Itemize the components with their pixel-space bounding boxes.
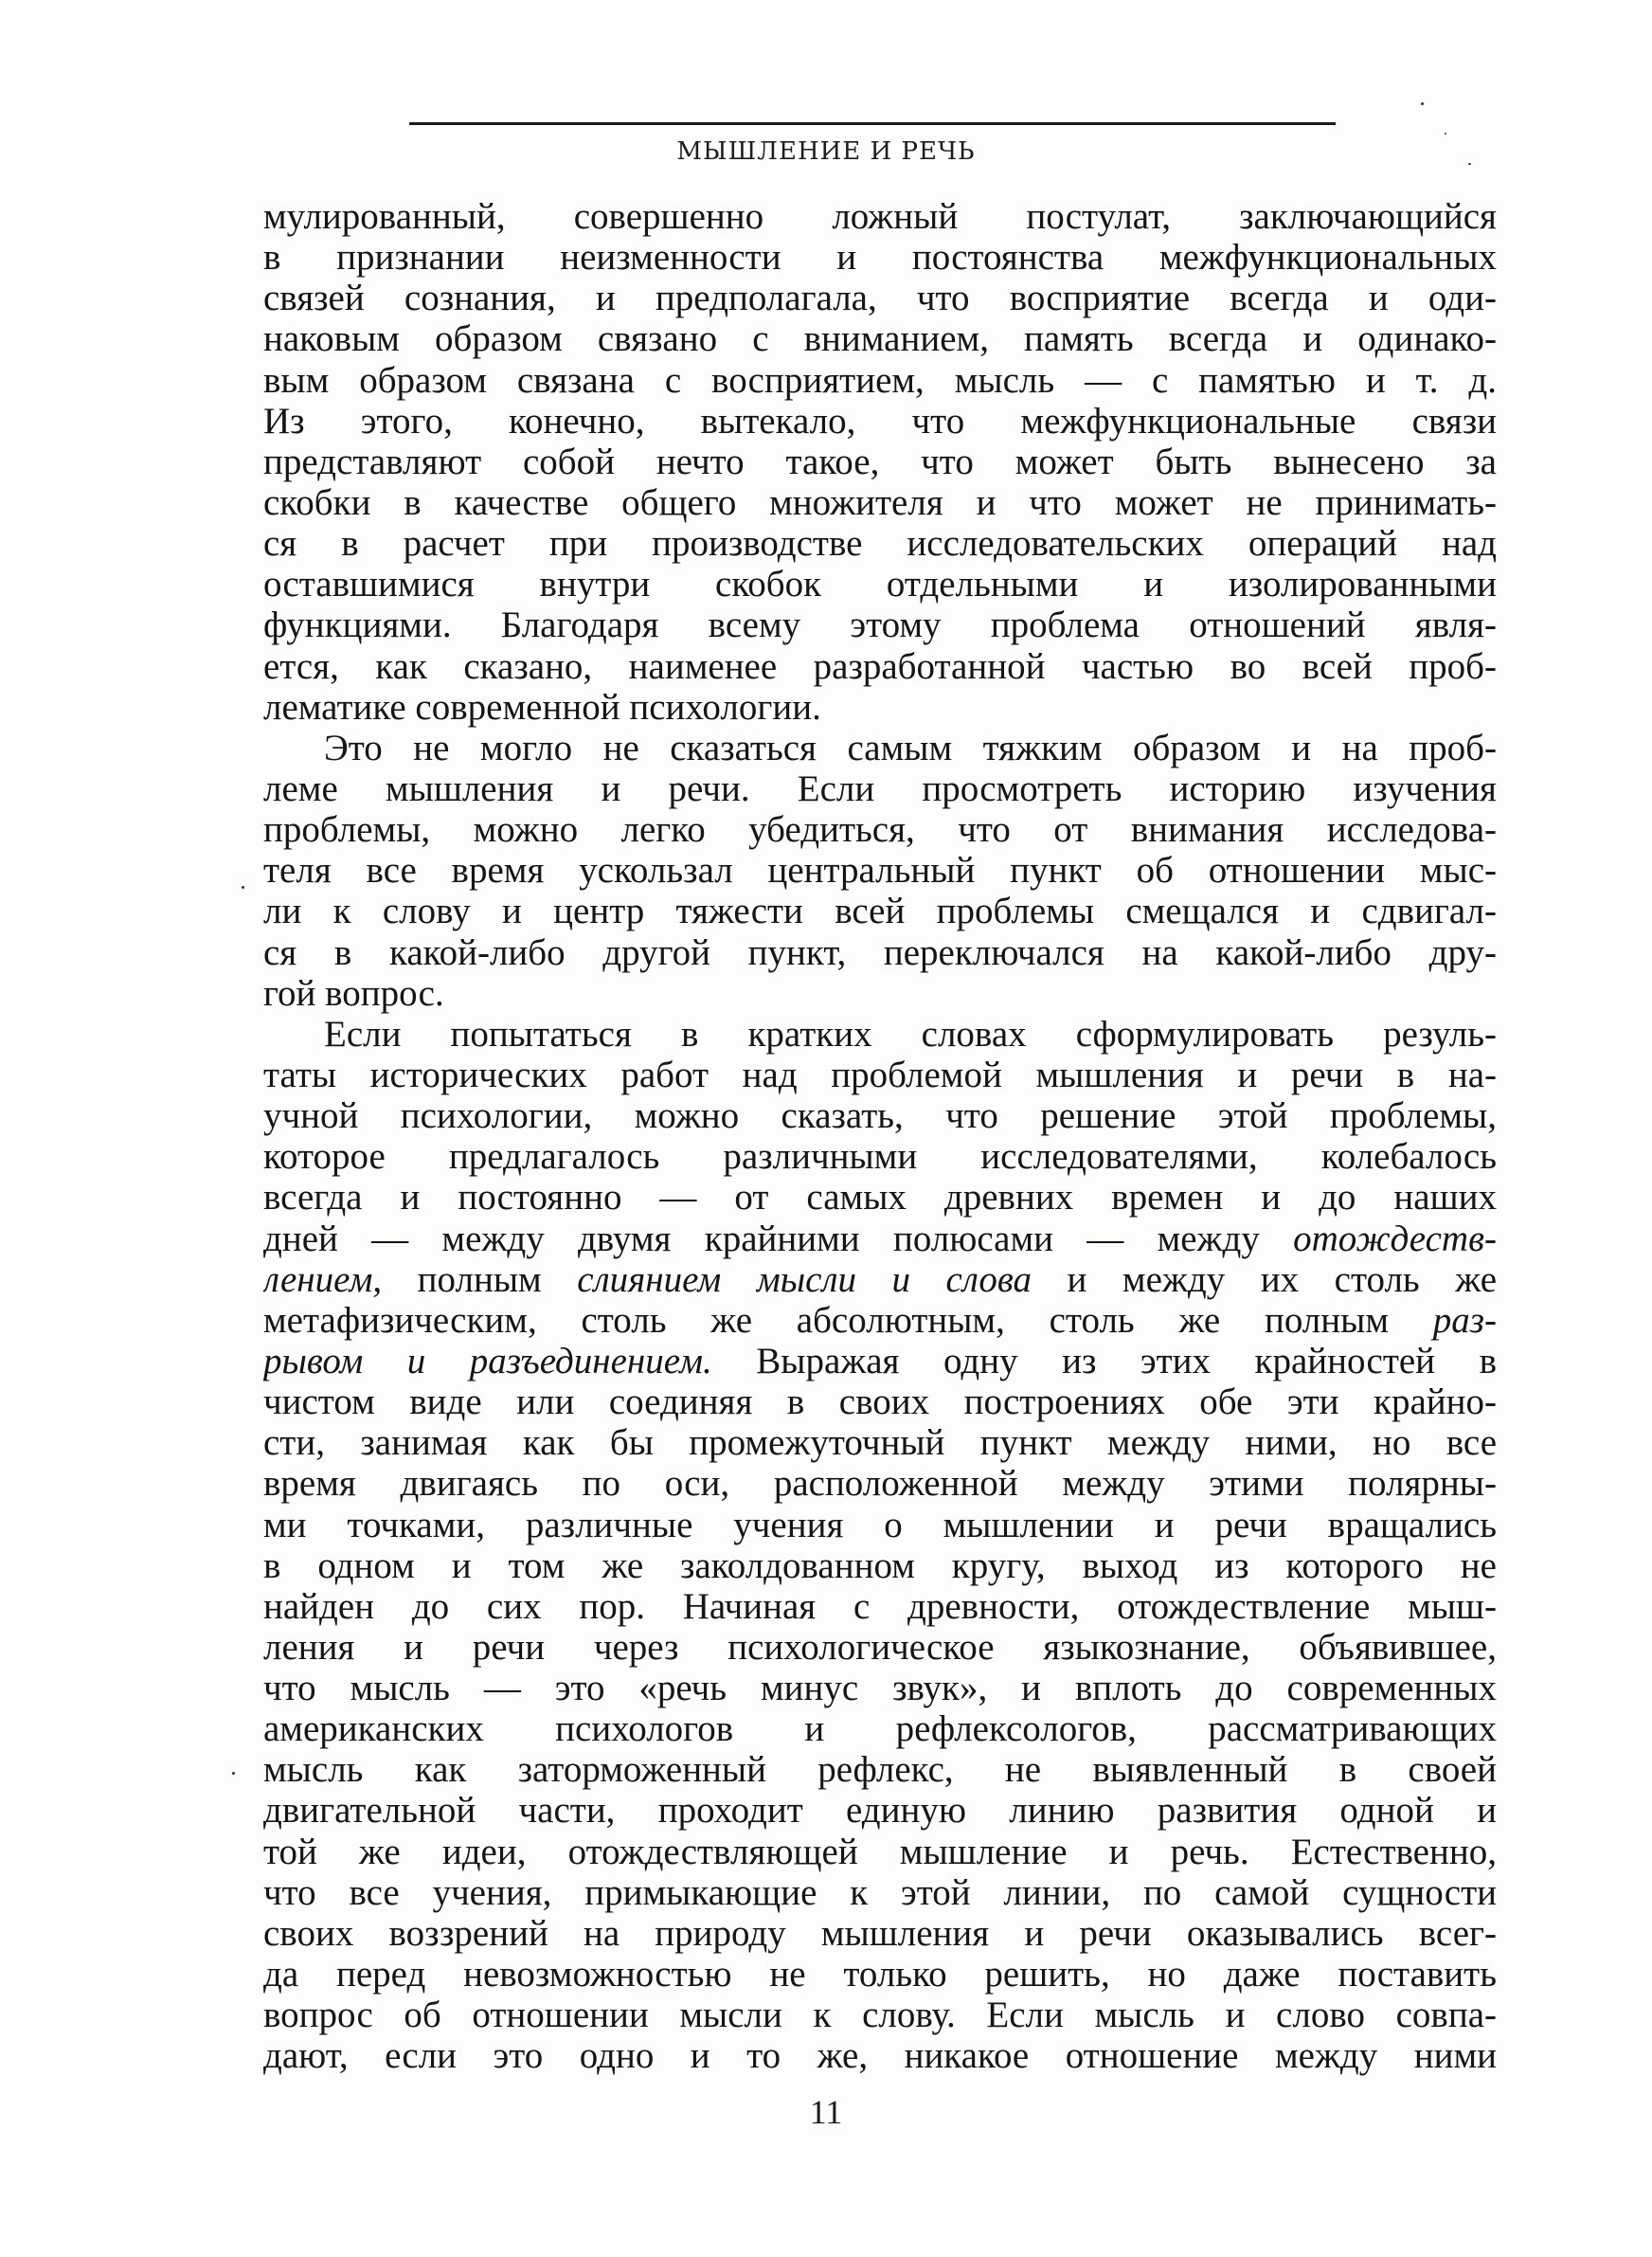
- paragraph: [263, 728, 1497, 1014]
- text-line: всегда и постоянно — от самых древних времен и до наших: [263, 1177, 1497, 1219]
- text-line: мулированный, совершенно ложный постулат, заключающийся: [263, 196, 1497, 237]
- text-line: таты исторических работ над проблемой мышления и речи в на-: [263, 1054, 1497, 1095]
- text-run: Выражая одну из этих крайностей в: [711, 1340, 1497, 1381]
- scan-speck: [242, 886, 244, 889]
- text-line: найден до сих пор. Начиная с древности, отождествление мыш-: [263, 1585, 1497, 1627]
- scan-speck: [1421, 102, 1424, 105]
- text-line: проблемы, можно легко убедиться, что от внимания исследова-: [263, 809, 1497, 851]
- text-line: той же идеи, отождествляющей мышление и речь. Естественно,: [263, 1831, 1497, 1872]
- text-line: в одном и том же заколдованном кругу, выход из которого не: [263, 1544, 1497, 1586]
- scan-speck: [232, 1772, 235, 1775]
- text-line-mixed: [263, 1300, 1497, 1341]
- text-line: Если попытаться в кратких словах сформулировать резуль-: [324, 1013, 1497, 1055]
- text-run: дней — между двумя крайними полюсами — между: [263, 1218, 1294, 1259]
- text-line: время двигаясь по оси, расположенной между этими полярны-: [263, 1463, 1497, 1505]
- text-line: дают, если это одно и то же, никакое отношение между ними: [263, 2035, 1497, 2077]
- text-line: ления и речи через психологическое языкознание, объявившее,: [263, 1626, 1497, 1668]
- italic-run: отождеств-: [1293, 1218, 1497, 1259]
- text-line-mixed: [263, 1259, 1497, 1300]
- text-line: ли к слову и центр тяжести всей проблемы смещался и сдвигал-: [263, 891, 1497, 932]
- text-line: своих воззрений на природу мышления и речи оказывались всег-: [263, 1912, 1497, 1954]
- text-line: которое предлагалось различными исследователями, колебалось: [263, 1136, 1497, 1178]
- header-rule: [409, 122, 1336, 125]
- text-line: ся в какой-либо другой пункт, переключался на какой-либо дру-: [263, 931, 1497, 973]
- text-line: гой вопрос.: [263, 972, 444, 1014]
- scan-speck: [1468, 163, 1471, 165]
- text-line: да перед невозможностью не только решить, но даже поставить: [263, 1954, 1497, 1995]
- text-line: оставшимися внутри скобок отдельными и изолированными: [263, 564, 1497, 605]
- italic-run: раз-: [1432, 1299, 1497, 1341]
- italic-run: слиянием мысли и слова: [577, 1258, 1032, 1300]
- text-line: связей сознания, и предполагала, что восприятие всегда и оди-: [263, 278, 1497, 319]
- text-run: метафизическим, столь же абсолютным, столь же полным: [263, 1299, 1433, 1341]
- text-line-mixed: [263, 1341, 1497, 1381]
- running-head: МЫШЛЕНИЕ И РЕЧЬ: [676, 137, 976, 166]
- text-line: мысль как заторможенный рефлекс, не выявленный в своей: [263, 1749, 1497, 1791]
- text-line: скобки в качестве общего множителя и что может не принимать-: [263, 481, 1497, 523]
- text-line: представляют собой нечто такое, что может быть вынесено за: [263, 441, 1497, 482]
- body-text: [263, 196, 1497, 2076]
- italic-run: лением,: [263, 1258, 383, 1300]
- text-run: и между их столь же: [1031, 1258, 1497, 1300]
- text-line: вым образом связана с восприятием, мысль — с памятью и т. д.: [263, 359, 1497, 401]
- scan-speck: [1445, 133, 1446, 135]
- page-number: 11: [809, 2093, 843, 2131]
- text-line: теля все время ускользал центральный пункт об отношении мыс-: [263, 850, 1497, 892]
- text-line: Из этого, конечно, вытекало, что межфункциональные связи: [263, 400, 1497, 442]
- text-line: вопрос об отношении мысли к слову. Если мысль и слово совпа-: [263, 1995, 1497, 2036]
- text-line: чистом виде или соединяя в своих построениях обе эти крайно-: [263, 1381, 1497, 1423]
- text-line: сти, занимая как бы промежуточный пункт между ними, но все: [263, 1422, 1497, 1464]
- text-run: полным: [382, 1258, 578, 1300]
- text-line: леме мышления и речи. Если просмотреть историю изучения: [263, 767, 1497, 809]
- text-line: функциями. Благодаря всему этому проблема отношений явля-: [263, 605, 1497, 646]
- text-line: учной психологии, можно сказать, что решение этой проблемы,: [263, 1095, 1497, 1137]
- paragraph: [263, 196, 1497, 728]
- text-line: что мысль — это «речь минус звук», и вплоть до современных: [263, 1668, 1497, 1709]
- text-line: что все учения, примыкающие к этой линии, по самой сущности: [263, 1871, 1497, 1913]
- text-line: ется, как сказано, наименее разработанной частью во всей проб-: [263, 645, 1497, 687]
- paragraph: [263, 1014, 1497, 2077]
- text-line: двигательной части, проходит единую линию развития одной и: [263, 1790, 1497, 1832]
- italic-run: рывом и разъединением.: [263, 1340, 712, 1381]
- text-line: американских психологов и рефлексологов, рассматривающих: [263, 1708, 1497, 1750]
- text-line: лематике современной психологии.: [263, 686, 821, 728]
- text-line: ся в расчет при производстве исследовательских операций над: [263, 523, 1497, 565]
- text-line: наковым образом связано с вниманием, память всегда и одинако-: [263, 318, 1497, 360]
- text-line: в признании неизменности и постоянства межфункциональных: [263, 237, 1497, 279]
- text-line: Это не могло не сказаться самым тяжким образом и на проб-: [324, 727, 1497, 768]
- text-line: ми точками, различные учения о мышлении и речи вращались: [263, 1504, 1497, 1545]
- text-line-mixed: [263, 1219, 1497, 1259]
